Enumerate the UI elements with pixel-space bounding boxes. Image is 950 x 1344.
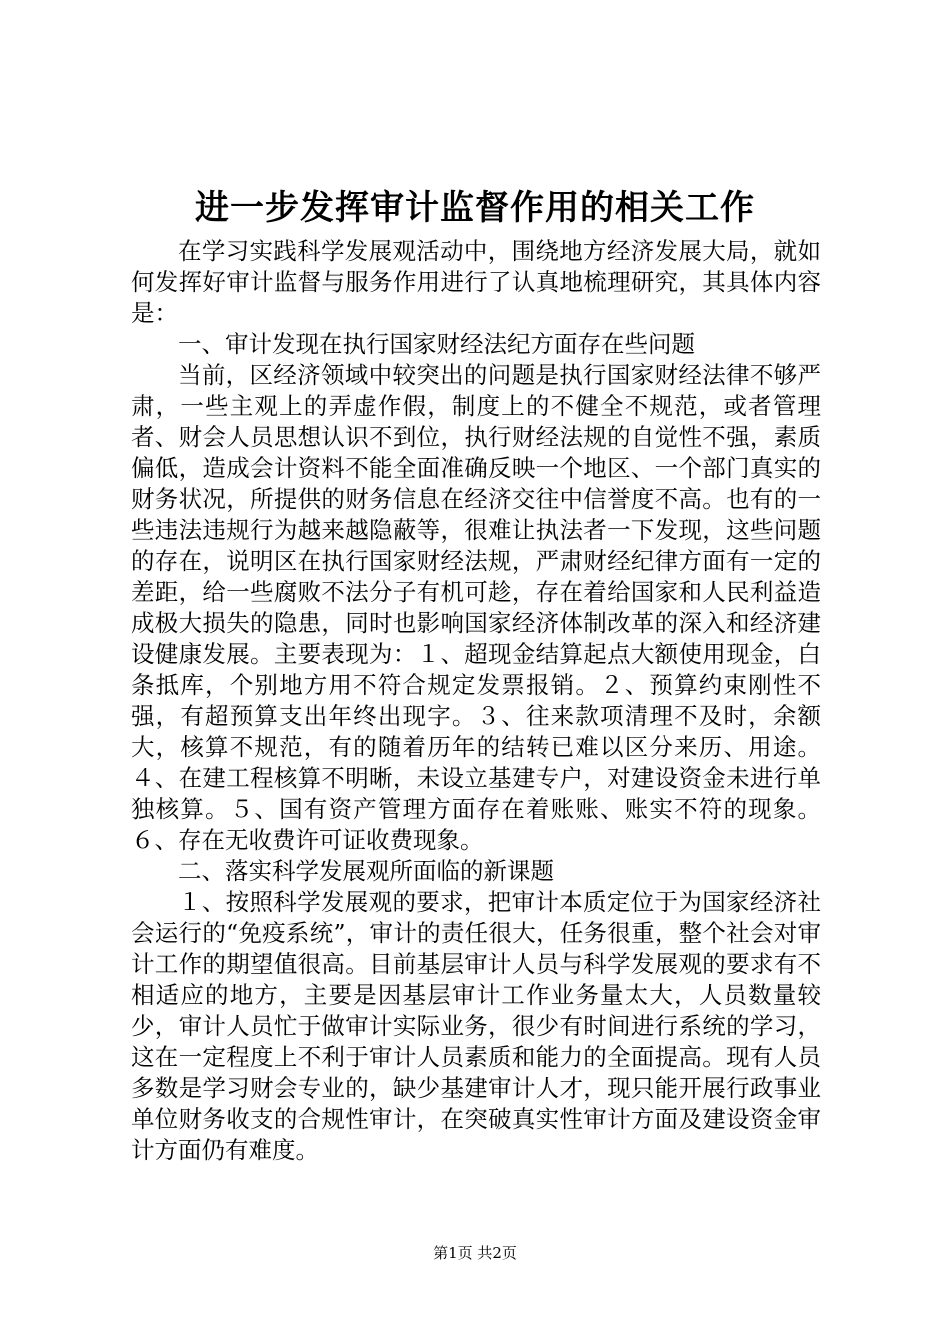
section-heading-2: 二、落实科学发展观所面临的新课题 bbox=[178, 857, 554, 885]
page-footer: 第1页 共2页 bbox=[433, 1244, 517, 1262]
document-title: 进一步发挥审计监督作用的相关工作 bbox=[195, 188, 755, 228]
document-body bbox=[131, 236, 821, 1166]
intro-paragraph: 在学习实践科学发展观活动中，围绕地方经济发展大局，就如何发挥好审计监督与服务作用进行了认真地梳理研究，其具体内容是： bbox=[131, 237, 821, 327]
section-1-paragraph: 当前，区经济领域中较突出的问题是执行国家财经法律不够严肃，一些主观上的弄虚作假，制度上的不健全不规范，或者管理者、财会人员思想认识不到位，执行财经法规的自觉性不强，素质偏低，造成会计资料不能全面准确反映一个地区、一个部门真实的财务状况，所提供的财务信息在经济交往中信誉度不高。也有的一些违法违规行为越来越隐蔽等，很难让执法者一下发现，这些问题的存在，说明区在执行国家财经法规，严肃财经纪律方面有一定的差距，给一些腐败不法分子有机可趁，存在着给国家和人民利益造成极大损失的隐患，同时也影响国家经济体制改革的深入和经济建设健康发展。主要表现为：１、超现金结算起点大额使用现金，白条抵库，个别地方用不符合规定发票报销。２、预算约束刚性不强，有超预算支出年终出现字。３、往来款项清理不及时，余额大，核算不规范，有的随着历年的结转已难以区分来历、用途。４、在建工程核算不明晰，未设立基建专户，对建设资金未进行单独核算。５、国有资产管理方面存在着账账、账实不符的现象。６、存在无收费许可证收费现象。 bbox=[131, 361, 821, 854]
section-2-paragraph: １、按照科学发展观的要求，把审计本质定位于为国家经济社会运行的“免疫系统”，审计的责任很大，任务很重，整个社会对审计工作的期望值很高。目前基层审计人员与科学发展观的要求有不相适应的地方，主要是因基层审计工作业务量太大，人员数量较少，审计人员忙于做审计实际业务，很少有时间进行系统的学习，这在一定程度上不利于审计人员素质和能力的全面提高。现有人员多数是学习财会专业的，缺少基建审计人才，现只能开展行政事业单位财务收支的合规性审计，在突破真实性审计方面及建设资金审计方面仍有难度。 bbox=[131, 888, 821, 1164]
section-heading-1: 一、审计发现在执行国家财经法纪方面存在些问题 bbox=[178, 330, 695, 358]
